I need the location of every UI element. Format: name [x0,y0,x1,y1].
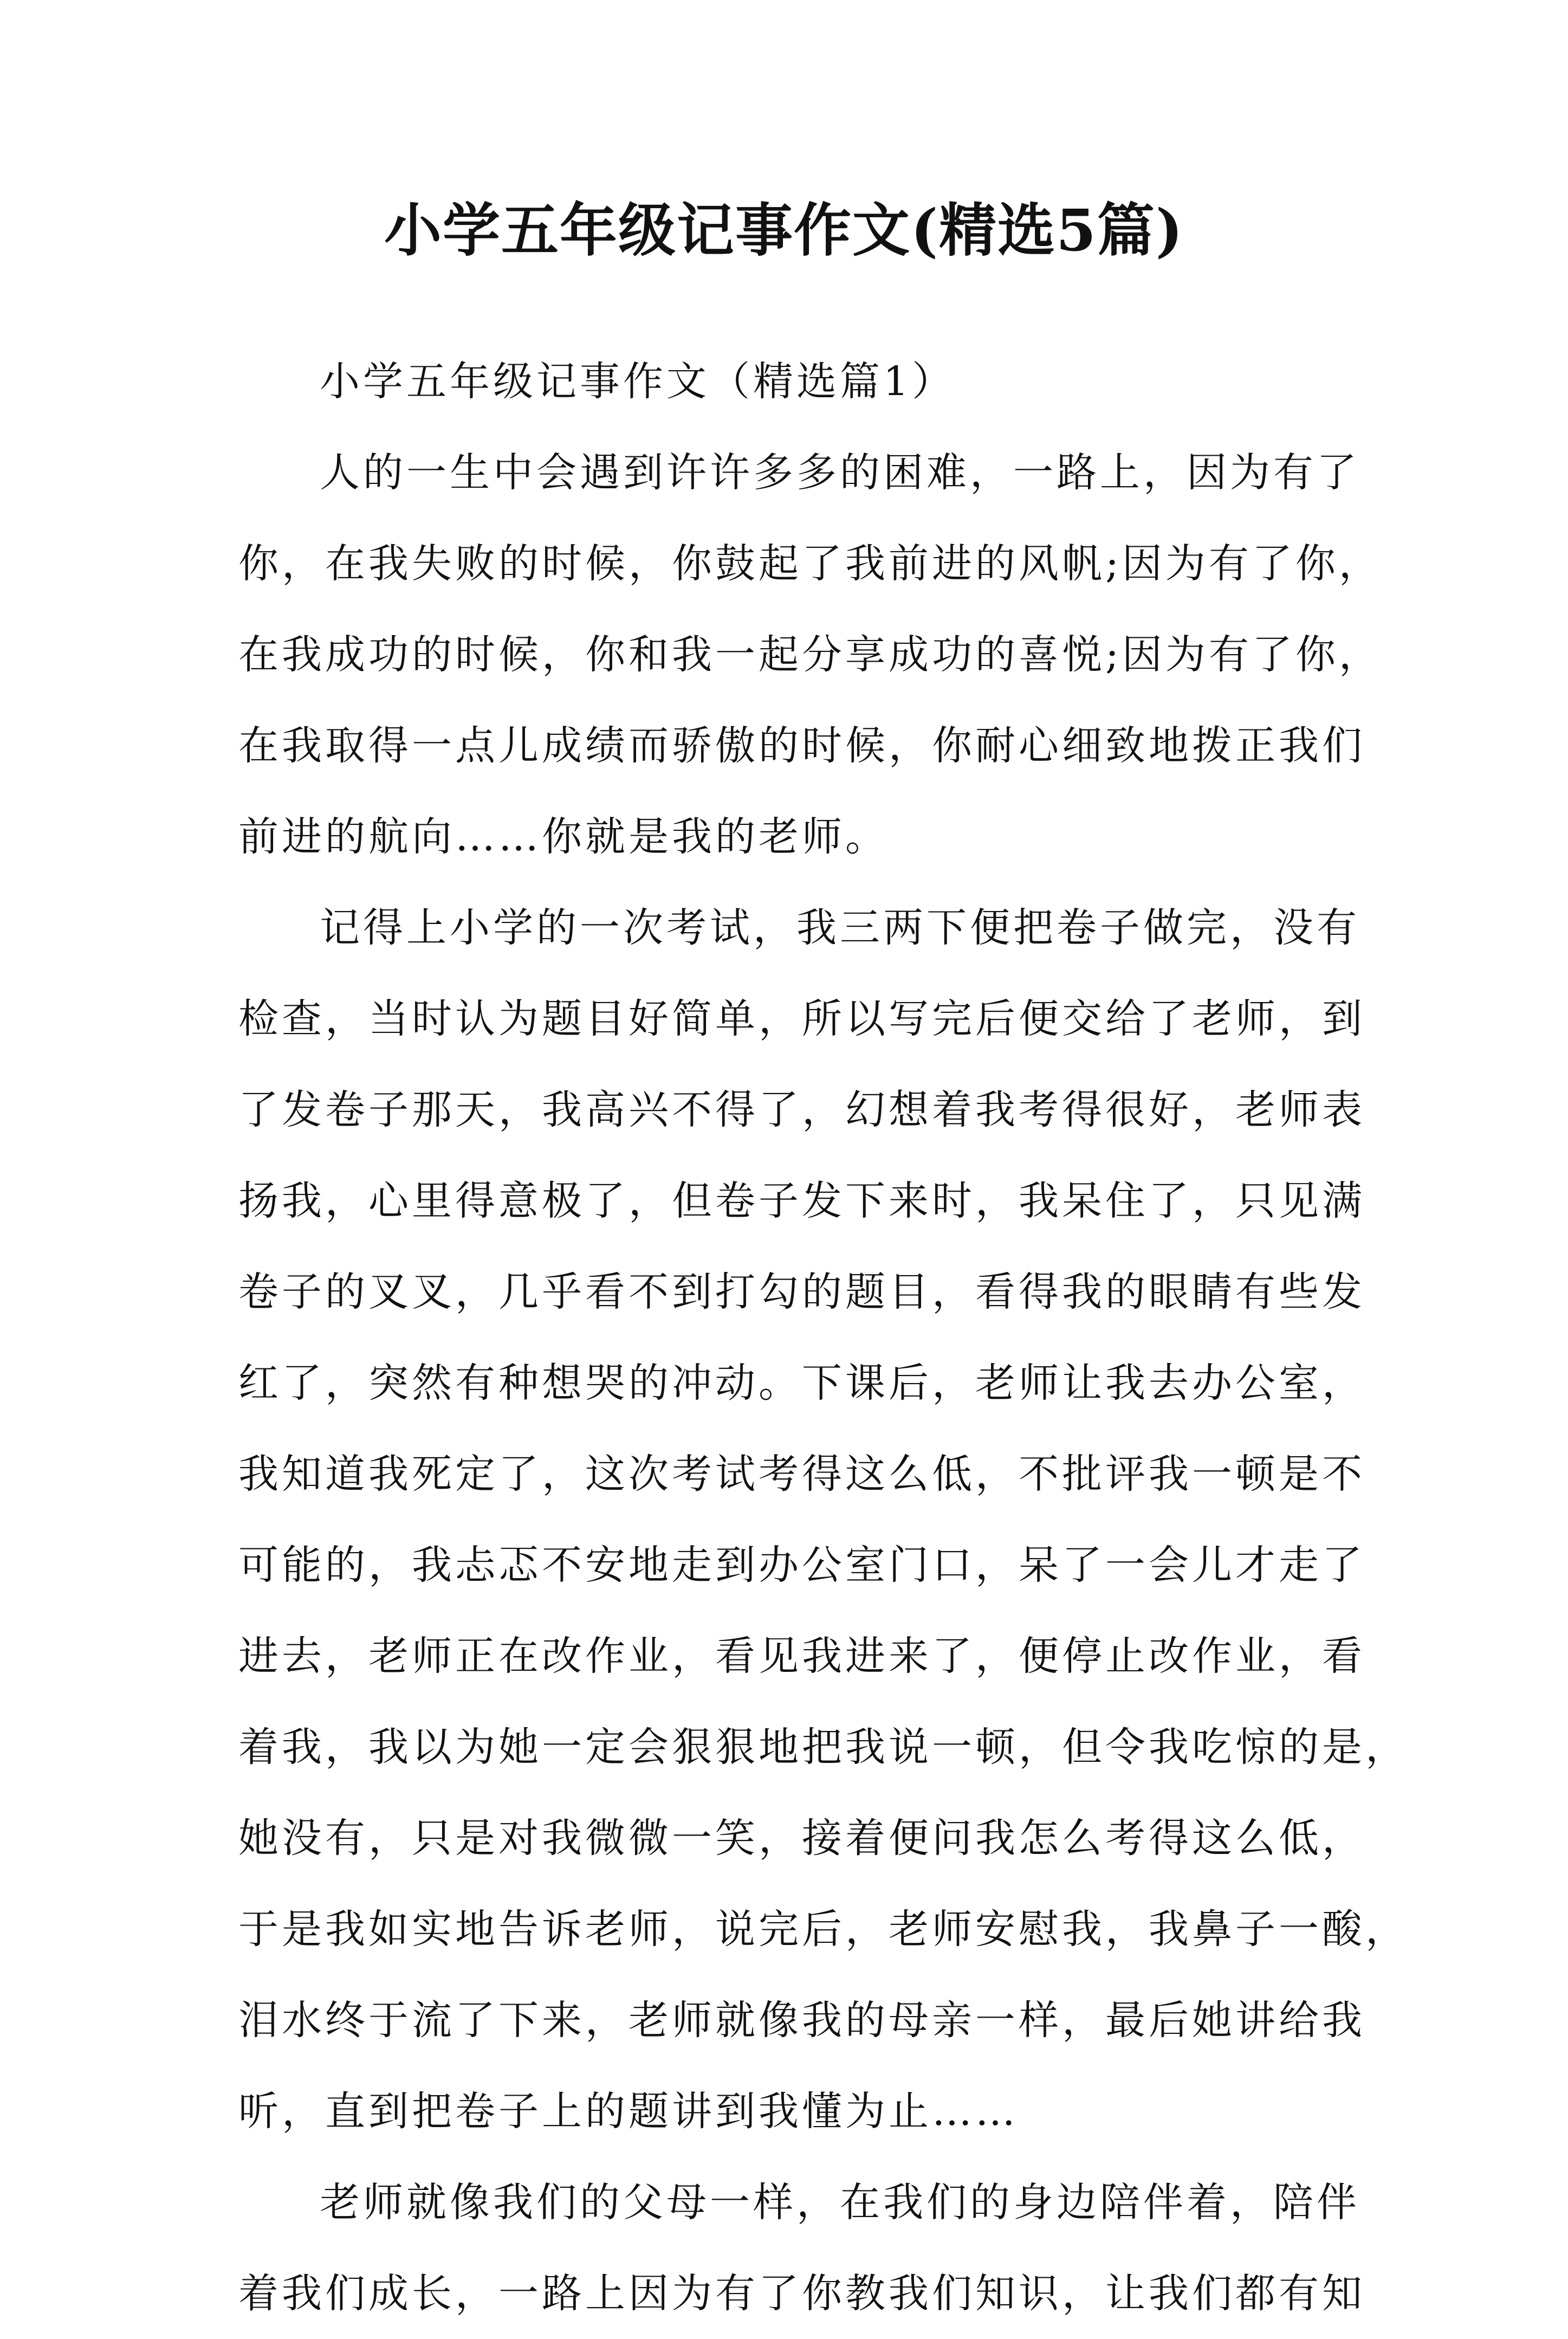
paragraph-2-line: 扬我，心里得意极了，但卷子发下来时，我呆住了，只见满 [238,1178,1365,1224]
paragraph-2-line: 卷子的叉叉，几乎看不到打勾的题目，看得我的眼睛有些发 [238,1269,1365,1315]
paragraph-3-line: 着我们成长，一路上因为有了你教我们知识，让我们都有知 [238,2270,1365,2317]
paragraph-1-line: 在我取得一点儿成绩而骄傲的时候，你耐心细致地拨正我们 [238,722,1365,769]
paragraph-2-line: 进去，老师正在改作业，看见我进来了，便停止改作业，看 [238,1633,1365,1679]
paragraph-1-line: 你，在我失败的时候，你鼓起了我前进的风帆;因为有了你， [238,540,1382,587]
paragraph-2-line: 了发卷子那天，我高兴不得了，幻想着我考得很好，老师表 [238,1087,1365,1133]
paragraph-2-line: 于是我如实地告诉老师，说完后，老师安慰我，我鼻子一酸， [238,1906,1409,1953]
paragraph-1-line: 前进的航向……你就是我的老师。 [238,813,889,860]
paragraph-2-line: 她没有，只是对我微微一笑，接着便问我怎么考得这么低， [238,1815,1365,1862]
paragraph-1-line: 人的一生中会遇到许许多多的困难，一路上，因为有了 [320,449,1360,496]
paragraph-2-line: 可能的，我忐忑不安地走到办公室门口，呆了一会儿才走了 [238,1542,1365,1588]
paragraph-2-line: 着我，我以为她一定会狠狠地把我说一顿，但令我吃惊的是， [238,1724,1409,1771]
document-title: 小学五年级记事作文(精选5篇) [384,196,1184,264]
paragraph-2-line: 我知道我死定了，这次考试考得这么低，不批评我一顿是不 [238,1451,1365,1497]
paragraph-1-line: 在我成功的时候，你和我一起分享成功的喜悦;因为有了你， [238,631,1382,678]
section-heading: 小学五年级记事作文（精选篇1） [320,358,956,405]
document-body [238,336,1409,2339]
paragraph-3-line: 老师就像我们的父母一样，在我们的身边陪伴着，陪伴 [320,2179,1360,2226]
paragraph-2-line: 检查，当时认为题目好简单，所以写完后便交给了老师，到 [238,996,1365,1042]
paragraph-2-line: 泪水终于流了下来，老师就像我的母亲一样，最后她讲给我 [238,1997,1365,2044]
paragraph-2-line: 听，直到把卷子上的题讲到我懂为止…… [238,2088,1019,2135]
paragraph-2-line: 记得上小学的一次考试，我三两下便把卷子做完，没有 [320,904,1360,951]
paragraph-2-line: 红了，突然有种想哭的冲动。下课后，老师让我去办公室， [238,1360,1365,1406]
